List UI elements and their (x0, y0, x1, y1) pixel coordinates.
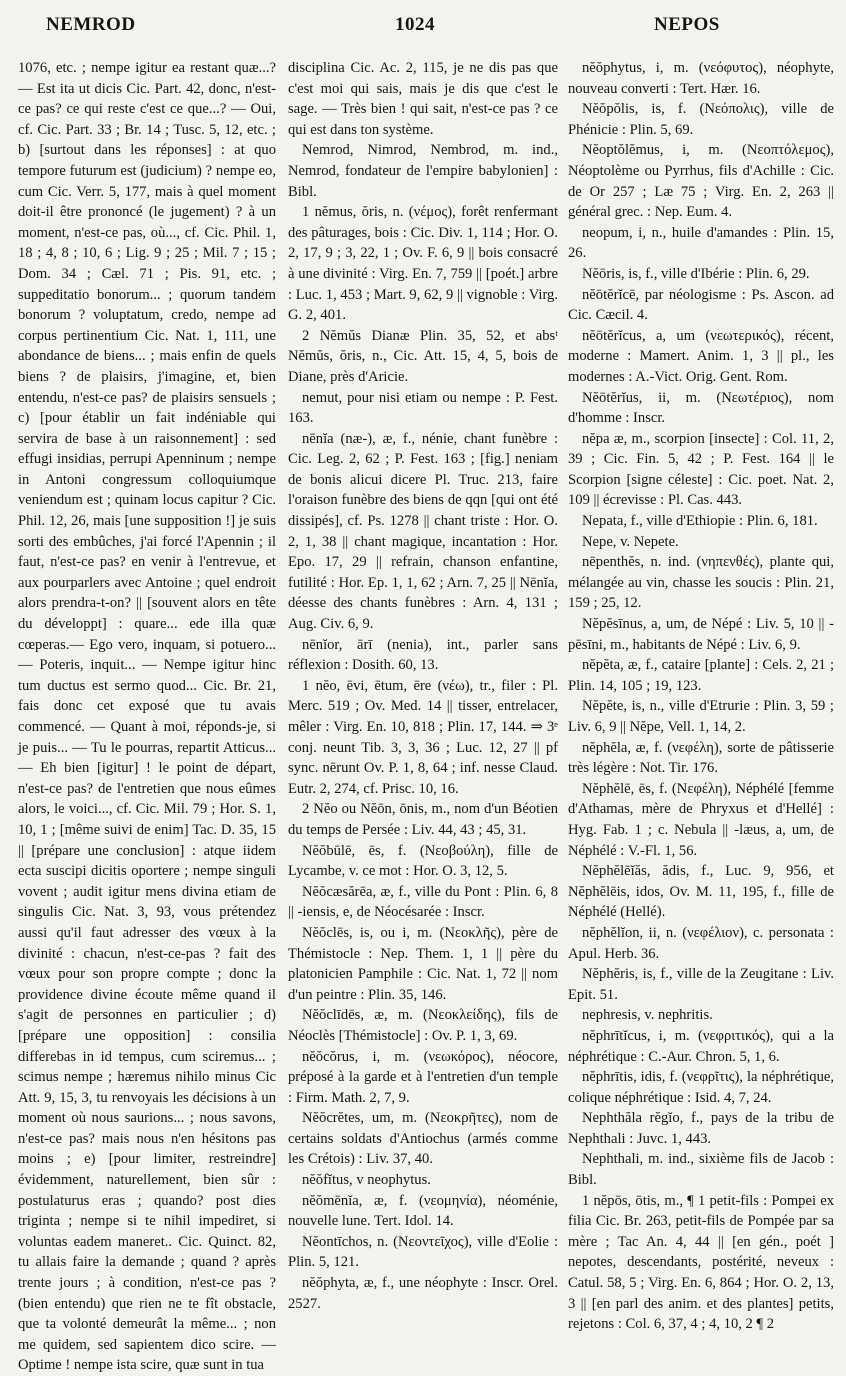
dictionary-entry: nēpenthĕs, n. ind. (νηπενθές), plante qui, mélangée au vin, chasse les soucis : Plin. 21, 159 ; 25, 12. (568, 554, 834, 612)
dictionary-entry: 1 nĕmus, ŏris, n. (νέμος), forêt renfermant des pâturages, bois : Cic. Div. 1, 114 ; Hor. O. 2, 17, 9 ; 3, 22, 1 ; Ov. F. 6, 9 || bois consacré à une divinité : Virg. En. 7, 759 || [poét.] arbre : Luc. 1, 453 ; Mart. 9, 62, 9 || vignoble : Virg. G. 2, 401. (288, 204, 558, 324)
dictionary-entry: nĕpa æ, m., scorpion [insecte] : Col. 11, 2, 39 ; Cic. Fin. 5, 42 ; P. Fest. 164 || le Scorpion [signe céleste] : Cic. poet. Nat. 2, 109 || écrevisse : Pl. Cas. 443. (568, 430, 834, 509)
dictionary-entry: nĕphrītis, idis, f. (νεφρῖτις), la néphrétique, colique néphrétique : Isid. 4, 7, 24. (568, 1069, 834, 1106)
dictionary-entry: Nĕpĕte, is, n., ville d'Etrurie : Plin. 3, 59 ; Liv. 6, 9 || Nĕpe, Vell. 1, 14, 2. (568, 698, 834, 735)
dictionary-entry: Nĕontīchos, n. (Νεοντεῖχος), ville d'Eolie : Plin. 5, 121. (288, 1233, 558, 1271)
dictionary-entry: nĕŏcŏrus, i, m. (νεωκόρος), néocore, préposé à la garde et à l'entretien d'un temple : Firm. Math. 2, 7, 9. (288, 1048, 558, 1106)
dictionary-entry: nĕphrītĭcus, i, m. (νεφριτικός), qui a la néphrétique : C.-Aur. Chron. 5, 1, 6. (568, 1027, 834, 1065)
dictionary-entry: Nĕŏcrĕtes, um, m. (Νεοκρῆτες), nom de certains soldats d'Antiochus (armés comme les Crétois) : Liv. 37, 40. (288, 1110, 558, 1168)
dictionary-entry: nēnĭor, ārī (nenia), int., parler sans réflexion : Dosith. 60, 13. (288, 636, 558, 674)
dictionary-entry: nĕŏmēnĭa, æ, f. (νεομηνία), néoménie, nouvelle lune. Tert. Idol. 14. (288, 1192, 558, 1230)
dictionary-entry: 1 nĕo, ēvi, ētum, ēre (νέω), tr., filer : Pl. Merc. 519 ; Ov. Med. 14 || tisser, entrelacer, mêler : Virg. En. 10, 818 ; Plin. 17, 144. ⇒ 3ᵉ conj. neunt Tib. 3, 3, 36 ; Luc. 12, 27 || pf sync. nērunt Ov. P. 1, 8, 64 ; inf. nesse Claud. Eutr. 2, 274, cf. Prisc. 10, 16. (288, 677, 558, 797)
dictionary-entry: Nĕphĕlē, ēs, f. (Νεφέλη), Néphélé [femme d'Athamas, mère de Phryxus et d'Hellé] : Hyg. Fab. 1 ; c. Nebula || -læus, a, um, de Néphélé : V.-Fl. 1, 56. (568, 780, 834, 859)
dictionary-entry: Nepe, v. Nepete. (582, 533, 679, 550)
dictionary-entry: Nĕŏclīdēs, æ, m. (Νεοκλείδης), fils de Néoclès [Thémistocle] : Ov. P. 1, 3, 69. (288, 1007, 558, 1044)
dictionary-entry: nĕphĕla, æ, f. (νεφέλη), sorte de pâtisserie très légère : Not. Tir. 176. (568, 739, 834, 777)
dictionary-entry: Nĕphĕris, is, f., ville de la Zeugitane : Liv. Epit. 51. (568, 966, 834, 1003)
dictionary-entry: nĕŏphyta, æ, f., une néophyte : Inscr. Orel. 2527. (288, 1275, 558, 1312)
dictionary-entry: Nemrod, Nimrod, Nembrod, m. ind., Nemrod, fondateur de l'empire babylonien] : Bibl. (288, 142, 558, 200)
page-header (0, 14, 846, 50)
dictionary-entry: nĕpĕta, æ, f., cataire [plante] : Cels. 2, 21 ; Plin. 14, 105 ; 19, 123. (568, 657, 834, 694)
column-right (568, 58, 834, 1358)
dictionary-entry: nēnĭa (næ-), æ, f., nénie, chant funèbre : Cic. Leg. 2, 62 ; P. Fest. 163 ; [fig.] neniam de bonis alicui dicere Pl. Truc. 213, faire l'oraison funèbre des biens de qqn [qui ont été dissipés], cf. Ps. 1278 || chant triste : Hor. O. 2, 1, 38 || chant magique, incantation : Hor. Epo. 17, 29 || refrain, chanson enfantine, futilité : Hor. Ep. 1, 1, 62 ; Arn. 7, 25 || Nēnĭa, déesse des chants funèbres : Arn. 4, 131 ; Aug. Civ. 6, 9. (288, 430, 558, 633)
dictionary-entry: nĕŏphytus, i, m. (νεόφυτος), néophyte, nouveau converti : Tert. Hær. 16. (568, 60, 834, 97)
dictionary-entry: Nĕŏclēs, is, ou i, m. (Νεοκλῆς), père de Thémistocle : Nep. Them. 1, 1 || père du platonicien Pamphile : Cic. Nat. 1, 72 || nom d'un peintre : Plin. 35, 146. (288, 924, 558, 1003)
dictionary-entry: 1076, etc. ; nempe igitur ea restant quæ...? — Est ita ut dicis Cic. Part. 42, donc, n'est-ce pas? ce qui reste c'est ce que...? — Oui, cf. Cic. Part. 33 ; Br. 14 ; Tusc. 5, 12, etc. ; b) [surtout dans les réponses] : at quo tempore futurum est (judicium) ? nempe eo, cum Cic. Verr. 5, 177, mais à quel moment doit-il être prononcé (le jugement) ? à un moment, n'est-ce pas, où..., cf. Cic. Phil. 1, 18 ; 4, 8 ; 10, 6 ; Lig. 9 ; 25 ; Mil. 7 ; 15 ; Dom. 34 ; Cæl. 71 ; Pis. 91, etc. ; suppeditatio bonorum... ; quorum tandem bonorum ? voluptatum, credo, nempe ad corpus pertinentium Cic. Nat. 1, 111, une abondance de biens... ; mais enfin de quels biens ? de plaisirs, j'imagine, et, bien entendu, n'est-ce pas? de plaisirs sensuels ; c) [pour établir un fait indéniable qui servira de base à un raisonnement] : sed effugi insidias, perrupi Apenninum ; nempe in Antoni congressum colloquiumque veniendum est ; quinam locus capitur ? Cic. Phil. 12, 26, mais [une supposition !] je suis sorti des embûches, j'ai forcé l'Apennin ; il faut, n'est-ce pas? en venir à l'entrevue, et aux pourparlers avec Antoine ; quel endroit alors prendra-t-on? || [souvent alors en tête du développt] : quare... ede illa quæ cœperas.— Ego vero, inquam, si potuero... — Poteris, inquit... — Nempe igitur hinc tum ductus est sermo quod... Cic. Br. 21, fais donc cet exposé que tu avais commencé. — Quant à moi, réponds-je, si je puis... — Tu le pourras, repartit Atticus... — Eh bien [igitur] ! le point de départ, n'est-ce pas? de l'entretien que nous eûmes alors, le voici..., cf. Cic. Mil. 79 ; Hor. S. 1, 10, 1 ; [même suivi de enim] Tac. D. 35, 15 || [prépare une conclusion] : atque iidem ecta suscipi dicitis oportere ; nempe singuli vovent ; audit igitur mens divina etiam de singulis Cic. Nat. 3, 93, vous prétendez aussi qu'il faut adresser des vœux à la divinité : chacun, n'est-ce-pas ? fait des vœux pour son propre compte ; donc la providence divine écoute même quand il s'agit de personnes en particulier ; d) [prépare une opposition] : consilia differebas in id tempus, cum sciremus... ; scimus nempe ; hæremus nihilo minus Cic Att. 9, 15, 3, tu renvoyais les décisions à un moment où nous saurions... ; nous savons, n'est-ce pas? mais nous n'en hésitons pas moins ; e) [pour limiter, restreindre] évidemment, naturellement, bien sûr : postulaturus eras ; quando? post dies triginta ; nempe si te nihil impediret, si voluntas eadem maneret.. Cic. Quinct. 82, tu allais faire la demande ; quand ? après trente jours ; à condition, n'est-ce pas ? (bien entendu) que rien ne te fît obstacle, que ta volonté demeurât la même... ; non me quidem, sed sapientem dico scire. — Optime ! nempe ista scire, quæ sunt in tua (18, 60, 276, 1374)
dictionary-entry: Nĕpĕsīnus, a, um, de Népé : Liv. 5, 10 || -pēsīni, m., habitants de Népé : Liv. 6, 9. (568, 616, 834, 653)
dictionary-entry: Nĕōris, is, f., ville d'Ibérie : Plin. 6, 29. (582, 265, 810, 282)
dictionary-entry: Nephthăla rĕgĭo, f., pays de la tribu de Nephthali : Juvc. 1, 443. (568, 1110, 834, 1147)
dictionary-entry: Nepata, f., ville d'Ethiopie : Plin. 6, 181. (582, 513, 818, 530)
column-middle (288, 58, 558, 1358)
dictionary-entry: Nĕōtĕrĭus, ii, m. (Νεωτέριος), nom d'homme : Inscr. (568, 389, 834, 427)
page-number: 1024 (395, 14, 435, 35)
running-head-right: NEPOS (654, 14, 720, 35)
dictionary-entry: nemut, pour nisi etiam ou nempe : P. Fest. 163. (288, 389, 558, 427)
dictionary-entry: disciplina Cic. Ac. 2, 115, je ne dis pas que c'est moi qui sais, mais je dis que c'est le sage. — Très bien ! qui sait, n'est-ce pas ? ce qui est dans ton système. (288, 60, 558, 138)
dictionary-entry: nĕphĕlĭon, ii, n. (νεφέλιον), c. personata : Apul. Herb. 36. (568, 924, 834, 962)
dictionary-entry: nĕŏfĭtus, v neophytus. (302, 1172, 431, 1189)
dictionary-entry: Nĕŏcæsărēa, æ, f., ville du Pont : Plin. 6, 8 || -iensis, e, de Néocésarée : Inscr. (288, 883, 558, 921)
dictionary-entry: Nĕŏpŏlis, is, f. (Νεόπολις), ville de Phénicie : Plin. 5, 69. (568, 101, 834, 138)
column-left (18, 58, 276, 1374)
dictionary-entry: Nĕoptŏlĕmus, i, m. (Νεοπτόλεμος), Néoptolème ou Pyrrhus, fils d'Achille : Cic. de Or 257 ; Læ 75 ; Virg. En. 2, 263 || général grec. : Nep. Eum. 4. (568, 142, 834, 221)
dictionary-entry: 1 nĕpōs, ōtis, m., ¶ 1 petit-fils : Pompei ex filia Cic. Br. 263, petit-fils de Pompée par sa mère ; Tac An. 4, 44 || [en gén., poét ] nepotes, descendants, postérité, neveux : Catul. 58, 5 ; Virg. En. 6, 864 ; Hor. O. 2, 13, 3 || [en parl des anim. et des plantes] petits, rejetons : Col. 6, 37, 4 ; 4, 10, 2 ¶ 2 (568, 1192, 834, 1333)
dictionary-entry: 2 Nĕo ou Nĕōn, ōnis, m., nom d'un Béotien du temps de Persée : Liv. 44, 43 ; 45, 31. (288, 801, 558, 838)
dictionary-entry: Nephthali, m. ind., sixième fils de Jacob : Bibl. (568, 1151, 834, 1189)
dictionary-entry: Nĕphĕlēĭăs, ădis, f., Luc. 9, 956, et Nĕphĕlēis, idos, Ov. M. 11, 195, f., fille de Néphélé (Hellé). (568, 863, 834, 921)
dictionary-entry: Nĕŏbūlē, ēs, f. (Νεοβούλη), fille de Lycambe, v. ce mot : Hor. O. 3, 12, 5. (288, 842, 558, 880)
running-head-left: NEMROD (46, 14, 136, 35)
dictionary-entry: nephresis, v. nephritis. (582, 1007, 713, 1024)
dictionary-entry: 2 Nĕmŭs Dianæ Plin. 35, 52, et absᵗ Nĕmŭs, ŏris, n., Cic. Att. 15, 4, 5, bois de Diane, près d'Aricie. (288, 327, 558, 385)
dictionary-entry: nĕōtĕrĭcē, par néologisme : Ps. Ascon. ad Cic. Cæcil. 4. (568, 286, 834, 324)
dictionary-entry: neopum, i, n., huile d'amandes : Plin. 15, 26. (568, 224, 834, 262)
dictionary-entry: nĕōtĕrĭcus, a, um (νεωτερικός), récent, moderne : Mamert. Anim. 1, 3 || pl., les modernes : A.-Vict. Orig. Gent. Rom. (568, 327, 834, 385)
